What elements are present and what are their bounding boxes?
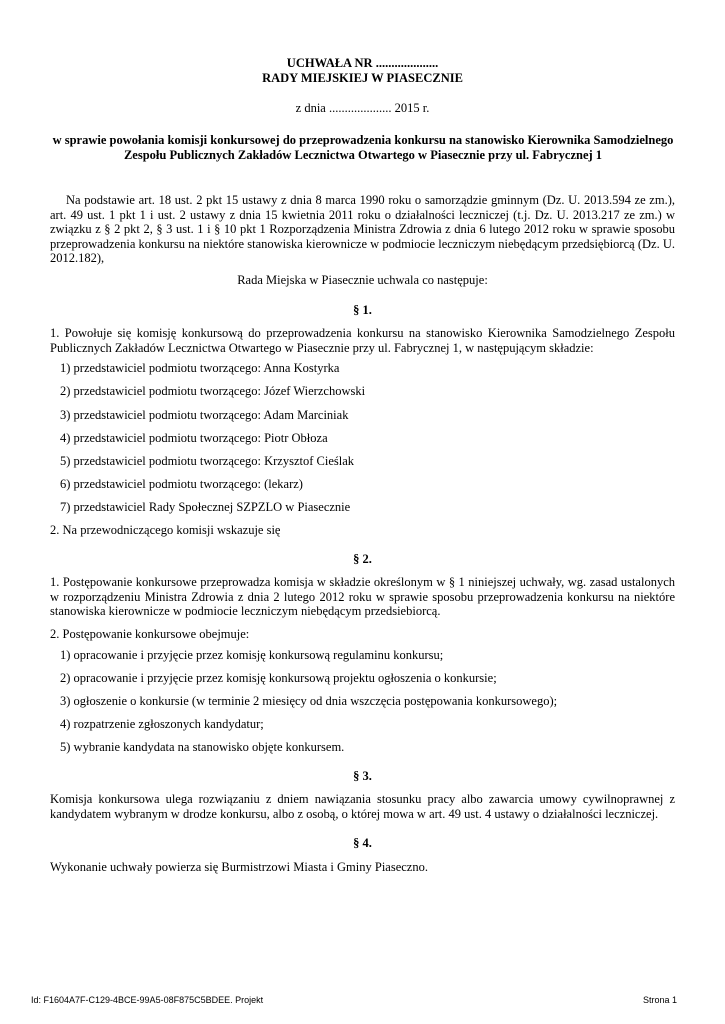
resolves-line: Rada Miejska w Piasecznie uchwala co następuje: — [237, 272, 488, 287]
list-item: 6) przedstawiciel podmiotu tworzącego: (lekarz) — [60, 476, 303, 491]
section-1-paragraph-1: 1. Powołuje się komisję konkursową do przeprowadzenia konkursu na stanowisko Kierownika Samodzielnego Zespołu Publicznych Zakładów Lecznictwa Otwartego w Piasecznie przy ul. Fabrycznej 1, w następującym składzie: — [50, 326, 675, 355]
section-1-paragraph-2: 2. Na przewodniczącego komisji wskazuje się — [50, 523, 281, 537]
list-item: 1) przedstawiciel podmiotu tworzącego: Anna Kostyrka — [60, 361, 340, 376]
list-item: 2) przedstawiciel podmiotu tworzącego: Józef Wierzchowski — [60, 384, 366, 399]
council-name: RADY MIEJSKIEJ W PIASECZNIE — [262, 71, 463, 85]
list-item: 4) rozpatrzenie zgłoszonych kandydatur; — [60, 716, 264, 731]
document-body — [50, 193, 675, 875]
procedure-steps-list — [50, 648, 675, 755]
section-2-paragraph-2: 2. Postępowanie konkursowe obejmuje: — [50, 626, 250, 641]
list-item: 4) przedstawiciel podmiotu tworzącego: Piotr Obłoza — [60, 430, 328, 445]
section-1-title: § 1. — [353, 302, 372, 317]
list-item: 3) ogłoszenie o konkursie (w terminie 2 miesięcy od dnia wszczęcia postępowania konkursowego); — [60, 693, 558, 708]
list-item: 7) przedstawiciel Rady Społecznej SZPZLO w Piasecznie — [60, 499, 351, 514]
preamble: Na podstawie art. 18 ust. 2 pkt 15 ustawy z dnia 8 marca 1990 roku o samorządzie gminnym (Dz. U. 2013.594 ze zm.), art. 49 ust. 1 pkt 1 i ust. 2 ustawy z dnia 15 kwietnia 2011 roku o działalności leczniczej (t.j. Dz. U. 2013.217 ze zm.) w związku z § 2 pkt 2, § 3 ust. 1 i § 10 pkt 1 Rozporządzenia Ministra Zdrowia z dnia 6 lutego 2012 roku w sprawie sposobu przeprowadzenia konkursu na niektóre stanowiska kierownicze w podmiocie leczniczym niebędącym przedsiębiorcą (Dz. U. 2012.182), — [50, 193, 675, 266]
resolution-title: UCHWAŁA NR .................... — [286, 56, 439, 70]
list-item: 5) przedstawiciel podmiotu tworzącego: Krzysztof Cieślak — [60, 453, 355, 468]
document-id: Id: F1604A7F-C129-4BCE-99A5-08F875C5BDEE. Projekt — [31, 995, 264, 1005]
list-item: 2) opracowanie i przyjęcie przez komisję konkursową projektu ogłoszenia o konkursie; — [60, 670, 497, 685]
list-item: 1) opracowanie i przyjęcie przez komisję konkursową regulaminu konkursu; — [60, 647, 444, 662]
section-4-title: § 4. — [353, 836, 372, 851]
section-2-title: § 2. — [353, 551, 372, 566]
page-number: Strona 1 — [642, 995, 677, 1005]
resolution-date: z dnia .................... 2015 r. — [295, 101, 430, 115]
list-item: 5) wybranie kandydata na stanowisko objęte konkursem. — [60, 739, 345, 754]
list-item: 3) przedstawiciel podmiotu tworzącego: Adam Marciniak — [60, 407, 349, 422]
commission-members-list — [50, 361, 675, 514]
page-footer — [31, 995, 677, 1005]
resolution-subject: w sprawie powołania komisji konkursowej do przeprowadzenia konkursu na stanowisko Kierownika Samodzielnego Zespołu Publicznych Zakładów Lecznictwa Otwartego w Piasecznie przy ul. Fabrycznej 1 — [52, 133, 674, 162]
section-3-title: § 3. — [353, 768, 372, 783]
section-2-paragraph-1: 1. Postępowanie konkursowe przeprowadza komisja w składzie określonym w § 1 niniejszej uchwały, wg. zasad ustalonych w rozporządzeniu Ministra Zdrowia z dnia 2 lutego 2012 roku w sprawie sposobu przeprowadzenia konkursu na niektóre stanowiska kierownicze w podmiocie leczniczym niebędącym przedsiebiorcą. — [50, 575, 675, 619]
resolution-header — [0, 56, 725, 86]
section-3-text: Komisja konkursowa ulega rozwiązaniu z dniem nawiązania stosunku pracy albo zawarcia umowy cywilnoprawnej z kandydatem wybranym w drodze konkursu, albo z osobą, o której mowa w art. 49 ust. 4 ustawy o działalności leczniczej. — [50, 792, 675, 821]
section-4-text: Wykonanie uchwały powierza się Burmistrzowi Miasta i Gminy Piaseczno. — [50, 859, 428, 874]
